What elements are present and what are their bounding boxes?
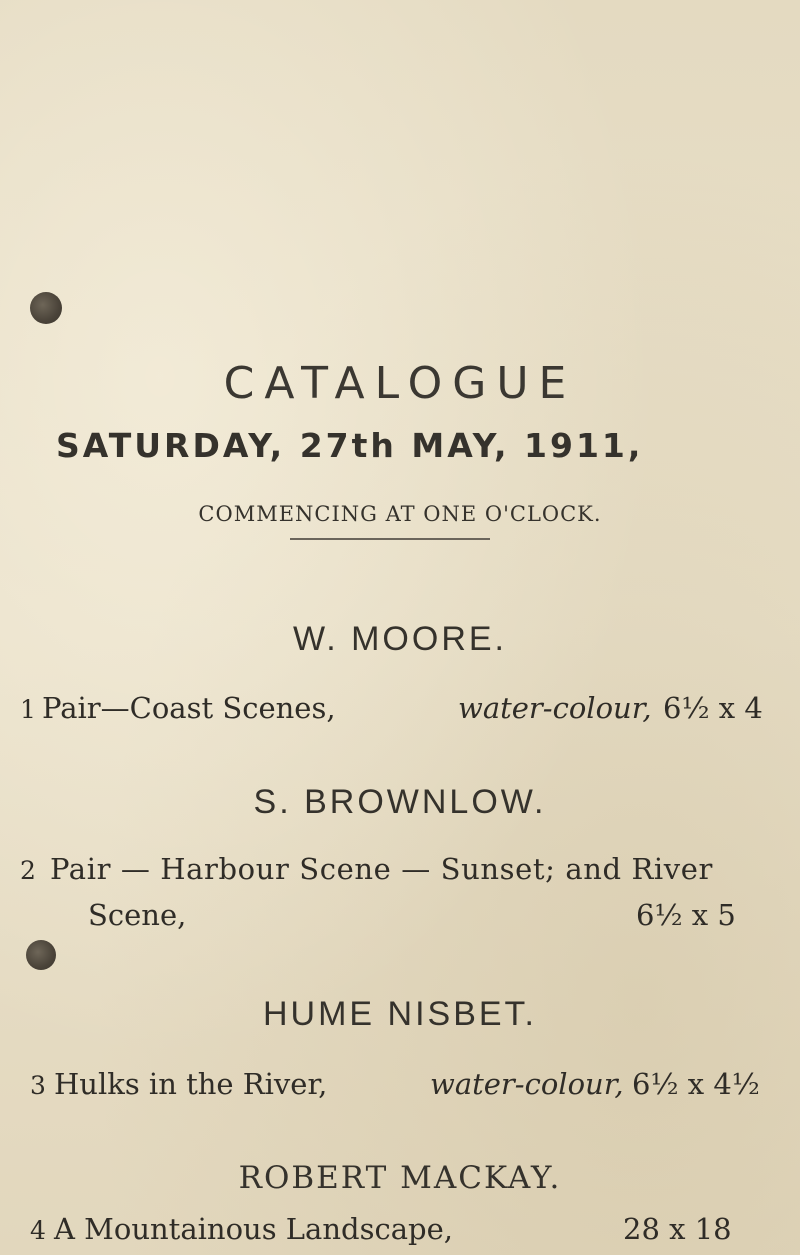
catalogue-title: CATALOGUE <box>223 358 577 409</box>
lot-size: 6½ x 4½ <box>632 1067 760 1101</box>
lot-medium: water-colour, <box>458 691 652 725</box>
artist-heading-nisbet: HUME NISBET. <box>262 995 538 1033</box>
lot-title: Hulks in the River, <box>54 1067 328 1101</box>
sale-date: SATURDAY, 27th MAY, 1911, <box>56 426 644 465</box>
lot-title: A Mountainous Landscape, <box>54 1212 453 1246</box>
lot-title-line1: Pair — Harbour Scene — Sunset; and River <box>50 852 714 886</box>
sale-start-time: COMMENCING AT ONE O'CLOCK. <box>198 502 602 526</box>
lot-size: 6½ x 4 <box>663 691 763 725</box>
artist-heading-brownlow: S. BROWNLOW. <box>253 783 547 821</box>
lot-number: 4 <box>30 1216 46 1245</box>
lot-title: Pair—Coast Scenes, <box>42 691 336 725</box>
lot-medium: water-colour, <box>430 1067 624 1101</box>
lot-1 <box>20 691 780 731</box>
lot-3 <box>30 1067 780 1107</box>
lot-4 <box>30 1212 780 1252</box>
artist-heading-mackay: ROBERT MACKAY. <box>238 1160 562 1196</box>
divider-rule <box>290 538 490 540</box>
lot-number: 1 <box>20 695 36 724</box>
lot-size: 28 x 18 <box>623 1212 732 1246</box>
lot-title-line2: Scene, <box>88 898 187 932</box>
artist-heading-moore: W. MOORE. <box>293 620 507 658</box>
lot-number: 2 <box>20 856 36 885</box>
lot-number: 3 <box>30 1071 46 1100</box>
lot-2 <box>20 852 780 942</box>
punch-hole-middle <box>26 940 56 970</box>
lot-size: 6½ x 5 <box>636 898 736 932</box>
punch-hole-top <box>30 292 62 324</box>
